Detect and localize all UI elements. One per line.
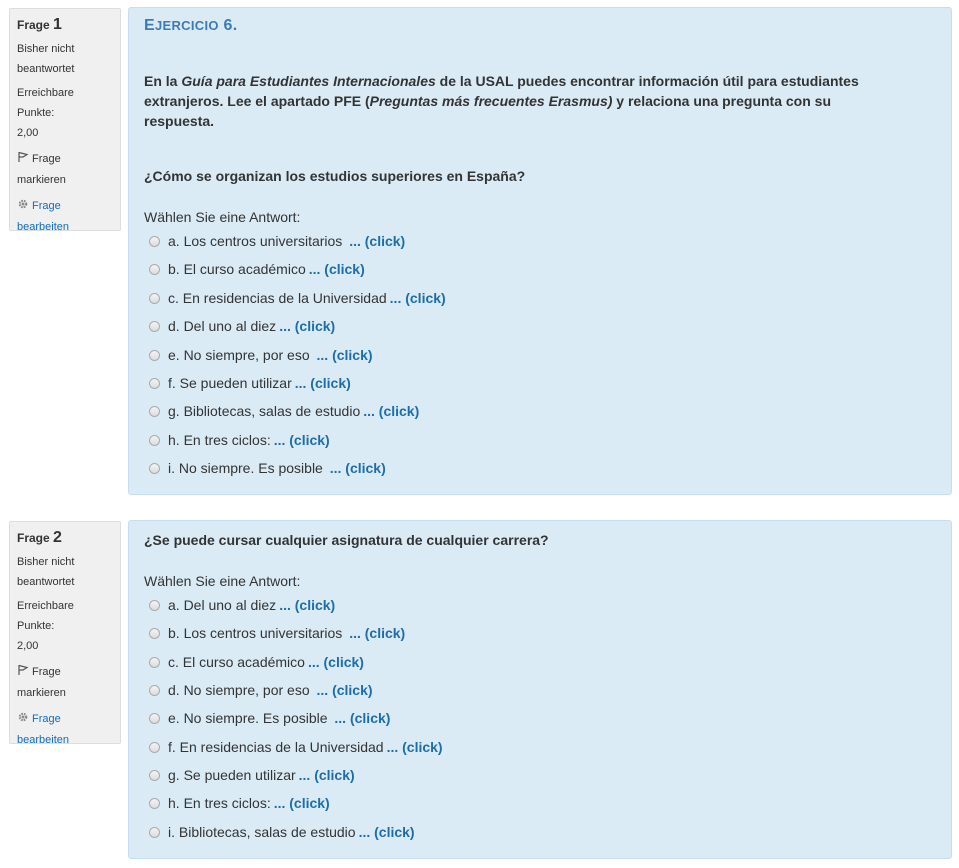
click-link[interactable]: ... (click)	[349, 233, 406, 249]
answer-option[interactable]: d. Del uno al diez ... (click)	[149, 318, 335, 334]
question-info	[9, 8, 121, 231]
question-formulation	[128, 520, 952, 859]
flag-icon	[17, 663, 29, 683]
answer-option[interactable]: f. Se pueden utilizar ... (click)	[149, 375, 351, 391]
question-number-value: 1	[53, 16, 62, 33]
answer-option[interactable]: h. En tres ciclos: ... (click)	[149, 795, 330, 811]
question-number	[17, 15, 113, 35]
click-link[interactable]: ... (click)	[334, 710, 391, 726]
answer-prompt: Wählen Sie eine Antwort:	[144, 209, 301, 225]
click-link[interactable]: ... (click)	[386, 739, 443, 755]
answer-option[interactable]: f. En residencias de la Universidad ... (click)	[149, 739, 443, 755]
question-grade: Erreichbare Punkte: 2,00	[17, 87, 74, 139]
question-state: Bisher nicht beantwortet	[17, 43, 75, 75]
question-info	[9, 521, 121, 744]
answer-option[interactable]: i. No siempre. Es posible ... (click)	[149, 460, 386, 476]
edit-question-link[interactable]: Frage bearbeiten	[17, 196, 113, 237]
click-link[interactable]: ... (click)	[329, 460, 386, 476]
exercise-intro: En la Guía para Estudiantes Internacionales de la USAL puedes encontrar información útil para estudiantes extranjeros. Lee el apartado PFE (Preguntas más frecuentes Erasmus) y relaciona una pregunta con su respuesta.	[144, 73, 859, 129]
flag-question-link[interactable]: Frage markieren	[17, 149, 113, 190]
gear-icon	[17, 710, 29, 730]
click-link[interactable]: ... (click)	[316, 682, 373, 698]
answer-option[interactable]: a. Los centros universitarios ... (click)	[149, 233, 405, 249]
question-number-value: 2	[53, 529, 62, 546]
radio-button[interactable]	[149, 798, 160, 809]
radio-button[interactable]	[149, 321, 160, 332]
click-link[interactable]: ... (click)	[307, 654, 364, 670]
radio-button[interactable]	[149, 350, 160, 361]
flag-icon	[17, 150, 29, 170]
flag-question-link[interactable]: Frage markieren	[17, 662, 113, 703]
radio-button[interactable]	[149, 435, 160, 446]
answer-option[interactable]: c. El curso académico ... (click)	[149, 654, 364, 670]
answer-option[interactable]: a. Del uno al diez ... (click)	[149, 597, 335, 613]
click-link[interactable]: ... (click)	[316, 347, 373, 363]
radio-button[interactable]	[149, 236, 160, 247]
answer-option[interactable]: d. No siempre, por eso ... (click)	[149, 682, 373, 698]
answer-option[interactable]: g. Se pueden utilizar ... (click)	[149, 767, 355, 783]
click-link[interactable]: ... (click)	[389, 290, 446, 306]
answer-option[interactable]: g. Bibliotecas, salas de estudio ... (click)	[149, 403, 419, 419]
question-grade: Erreichbare Punkte: 2,00	[17, 600, 74, 652]
radio-button[interactable]	[149, 378, 160, 389]
question-formulation	[128, 7, 952, 495]
exercise-title: EJERCICIO 6.	[144, 17, 238, 34]
radio-button[interactable]	[149, 600, 160, 611]
click-link[interactable]: ... (click)	[273, 432, 330, 448]
answer-option[interactable]: b. El curso académico ... (click)	[149, 261, 365, 277]
radio-button[interactable]	[149, 770, 160, 781]
frage-label: Frage	[17, 18, 50, 32]
question-state: Bisher nicht beantwortet	[17, 556, 75, 588]
answer-option[interactable]: h. En tres ciclos: ... (click)	[149, 432, 330, 448]
edit-question-link[interactable]: Frage bearbeiten	[17, 709, 113, 750]
radio-button[interactable]	[149, 742, 160, 753]
frage-label: Frage	[17, 531, 50, 545]
click-link[interactable]: ... (click)	[358, 824, 415, 840]
answer-option[interactable]: c. En residencias de la Universidad ... (click)	[149, 290, 446, 306]
radio-button[interactable]	[149, 657, 160, 668]
answer-option[interactable]: e. No siempre, por eso ... (click)	[149, 347, 373, 363]
radio-button[interactable]	[149, 827, 160, 838]
question-text: ¿Se puede cursar cualquier asignatura de cualquier carrera?	[144, 532, 549, 548]
answer-option[interactable]: b. Los centros universitarios ... (click)	[149, 625, 405, 641]
answer-prompt: Wählen Sie eine Antwort:	[144, 573, 301, 589]
radio-button[interactable]	[149, 406, 160, 417]
click-link[interactable]: ... (click)	[349, 625, 406, 641]
radio-button[interactable]	[149, 685, 160, 696]
click-link[interactable]: ... (click)	[279, 597, 336, 613]
click-link[interactable]: ... (click)	[273, 795, 330, 811]
radio-button[interactable]	[149, 463, 160, 474]
radio-button[interactable]	[149, 628, 160, 639]
radio-button[interactable]	[149, 713, 160, 724]
answer-option[interactable]: i. Bibliotecas, salas de estudio ... (click)	[149, 824, 415, 840]
question-text: ¿Cómo se organizan los estudios superiores en España?	[144, 168, 526, 184]
question-number	[17, 528, 113, 548]
click-link[interactable]: ... (click)	[279, 318, 336, 334]
click-link[interactable]: ... (click)	[363, 403, 420, 419]
click-link[interactable]: ... (click)	[308, 261, 365, 277]
radio-button[interactable]	[149, 264, 160, 275]
click-link[interactable]: ... (click)	[298, 767, 355, 783]
gear-icon	[17, 197, 29, 217]
click-link[interactable]: ... (click)	[294, 375, 351, 391]
answer-option[interactable]: e. No siempre. Es posible ... (click)	[149, 710, 390, 726]
radio-button[interactable]	[149, 293, 160, 304]
